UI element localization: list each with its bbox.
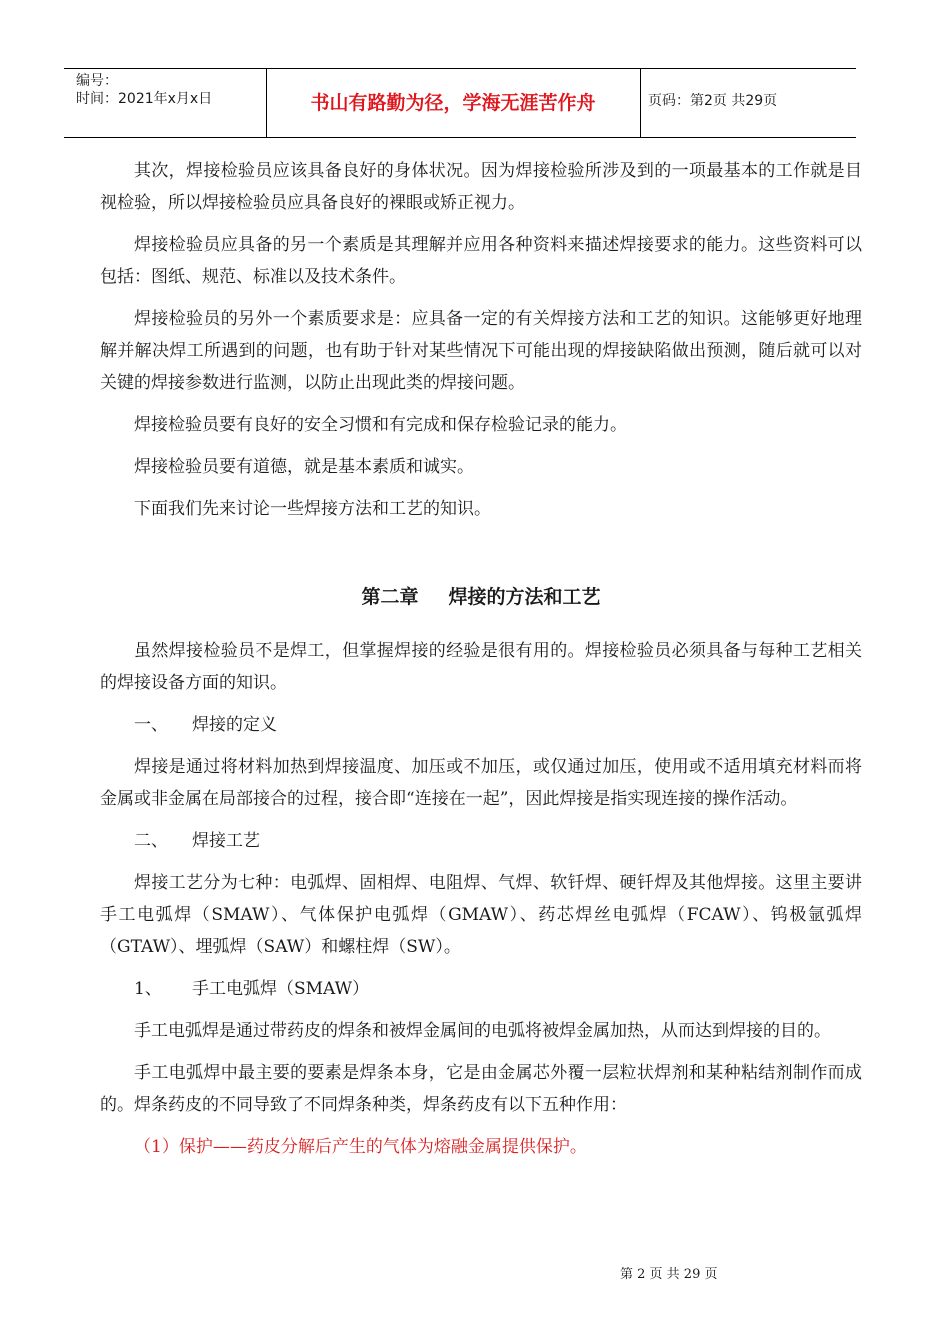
header-left-cell [64, 69, 267, 137]
subsection-heading [100, 973, 862, 1005]
page-number-text: 页码：第2页 共29页 [648, 93, 778, 109]
paragraph: 焊接是通过将材料加热到焊接温度、加压或不加压，或仅通过加压，使用或不适用填充材料而将金属或非金属在局部接合的过程，接合即“连接在一起”，因此焊接是指实现连接的操作活动。 [100, 757, 862, 809]
paragraph: 下面我们先来讨论一些焊接方法和工艺的知识。 [134, 499, 491, 519]
paragraph: 焊接检验员应具备的另一个素质是其理解并应用各种资料来描述焊接要求的能力。这些资料可以包括：图纸、规范、标准以及技术条件。 [100, 235, 862, 287]
subsection-title: 手工电弧焊（SMAW） [192, 979, 370, 999]
section-number: 一、 [134, 715, 168, 735]
paragraph: 手工电弧焊是通过带药皮的焊条和被焊金属间的电弧将被焊金属加热，从而达到焊接的目的。 [134, 1021, 831, 1041]
paragraph: 手工电弧焊中最主要的要素是焊条本身，它是由金属芯外覆一层粒状焊剂和某种粘结剂制作而成的。焊条药皮的不同导致了不同焊条种类，焊条药皮有以下五种作用： [100, 1063, 862, 1115]
highlighted-paragraph: （1）保护——药皮分解后产生的气体为熔融金属提供保护。 [134, 1137, 587, 1157]
section-title: 焊接工艺 [192, 831, 260, 851]
paragraph: 其次，焊接检验员应该具备良好的身体状况。因为焊接检验所涉及到的一项最基本的工作就是目视检验，所以焊接检验员应具备良好的裸眼或矫正视力。 [100, 161, 862, 213]
paragraph: 焊接检验员的另外一个素质要求是：应具备一定的有关焊接方法和工艺的知识。这能够更好地理解并解决焊工所遇到的问题，也有助于针对某些情况下可能出现的焊接缺陷做出预测，随后就可以对关键的焊接参数进行监测，以防止出现此类的焊接问题。 [100, 309, 862, 393]
section-title: 焊接的定义 [192, 715, 277, 735]
page-footer: 第 2 页 共 29 页 [620, 1267, 718, 1282]
paragraph: 焊接检验员要有道德，就是基本素质和诚实。 [134, 457, 474, 477]
motto: 书山有路勤为径，学海无涯苦作舟 [310, 92, 596, 114]
section-number: 二、 [134, 831, 168, 851]
paragraph: 焊接工艺分为七种：电弧焊、固相焊、电阻焊、气焊、软钎焊、硬钎焊及其他焊接。这里主要讲手工电弧焊（SMAW）、气体保护电弧焊（GMAW）、药芯焊丝电弧焊（FCAW）、钨极氩弧焊（GTAW）、埋弧焊（SAW）和螺柱焊（SW）。 [100, 873, 862, 957]
intro-paragraph: 虽然焊接检验员不是焊工，但掌握焊接的经验是很有用的。焊接检验员必须具备与每种工艺相关的焊接设备方面的知识。 [100, 641, 862, 693]
subsection-number: 1、 [134, 979, 162, 999]
chapter-heading [100, 581, 862, 613]
section-heading [100, 709, 862, 741]
header-motto-cell [266, 69, 641, 137]
page-header [64, 68, 856, 138]
document-body [100, 155, 862, 1173]
section-heading [100, 825, 862, 857]
chapter-title: 焊接的方法和工艺 [448, 586, 601, 608]
header-right-cell [640, 69, 856, 137]
paragraph: 焊接检验员要有良好的安全习惯和有完成和保存检验记录的能力。 [134, 415, 627, 435]
code-label: 编号： [76, 73, 118, 89]
chapter-number: 第二章 [361, 586, 419, 608]
time-text: 时间：2021年x月x日 [76, 91, 213, 107]
